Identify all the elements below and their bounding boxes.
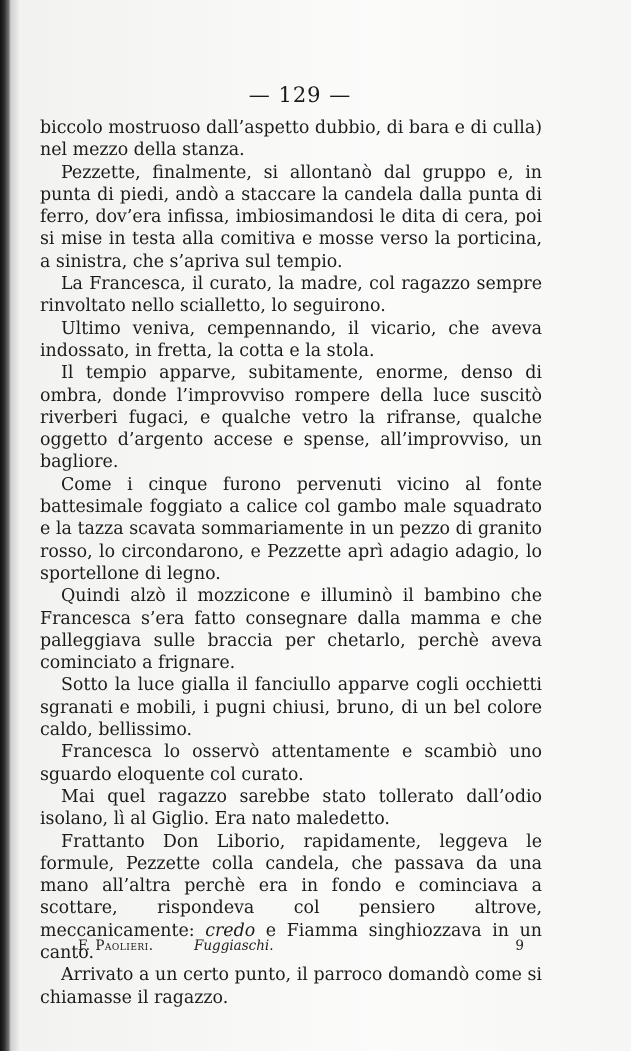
- footer-title: Fuggiaschi.: [194, 938, 274, 954]
- page-footer: [78, 938, 524, 960]
- paragraph-2: Pezzette, finalmente, si allontanò dal gruppo e, in punta di piedi, andò a staccare la candela dalla punta di ferro, dov’era infissa, imbiosimandosi le dita di cera, poi si mise in testa alla comitiva e mosse verso la porticina, a sinistra, che s’apriva sul tempio.: [40, 162, 542, 272]
- paragraph-7: Quindi alzò il mozzicone e illuminò il bambino che Francesca s’era fatto consegnare dalla mamma e che palleggiava sulle braccia per chetarlo, perchè aveva cominciato a frignare.: [40, 586, 542, 674]
- paragraph-3: La Francesca, il curato, la madre, col ragazzo sempre rinvoltato nello scialletto, lo seguirono.: [40, 274, 542, 317]
- paragraph-6: Come i cinque furono pervenuti vicino al fonte battesimale foggiato a calice col gambo male squadrato e la tazza scavata sommariamente in un pezzo di granito rosso, lo circondarono, e Pezzette aprì adagio adagio, lo sportellone di legno.: [40, 474, 542, 584]
- paragraph-11-tail: e Fiamma singhiozzava in un canto.: [40, 920, 542, 963]
- paragraph-11-text: Frattanto Don Liborio, rapidamente, leggeva le formule, Pezzette colla candela, che passava da una mano all’altra perchè era in fondo e cominciava a scottare, rispondeva col pensiero altrove, meccanicamente:: [40, 831, 542, 941]
- body-text: [40, 117, 542, 1009]
- page-number: — 129 —: [248, 83, 352, 107]
- paragraph-9: Francesca lo osservò attentamente e scambiò uno sguardo eloquente col curato.: [40, 742, 542, 785]
- footer-signature: 9: [515, 938, 524, 954]
- paragraph-11-italic: credo: [205, 920, 256, 941]
- paragraph-8: Sotto la luce gialla il fanciullo apparve cogli occhietti sgranati e mobili, i pugni chiusi, bruno, di un bel colore caldo, bellissimo.: [40, 675, 542, 741]
- paragraph-4: Ultimo veniva, cempennando, il vicario, che aveva indossato, in fretta, la cotta e la stola.: [40, 318, 542, 361]
- paragraph-5: Il tempio apparve, subitamente, enorme, denso di ombra, donde l’improvviso rompere della luce suscitò riverberi fugaci, e qualche vetro la rifranse, qualche oggetto d’argento accese e spense, all’improvviso, un bagliore.: [40, 363, 542, 473]
- binding-shadow: [0, 0, 10, 1051]
- footer-author: F. Paolieri.: [78, 938, 154, 954]
- paragraph-10: Mai quel ragazzo sarebbe stato tollerato dall’odio isolano, lì al Giglio. Era nato maledetto.: [40, 786, 542, 830]
- paragraph-12: Arrivato a un certo punto, il parroco domandò come si chiamasse il ragazzo.: [40, 965, 542, 1008]
- paragraph-1: biccolo mostruoso dall’aspetto dubbio, di bara e di culla) nel mezzo della stanza.: [40, 118, 542, 161]
